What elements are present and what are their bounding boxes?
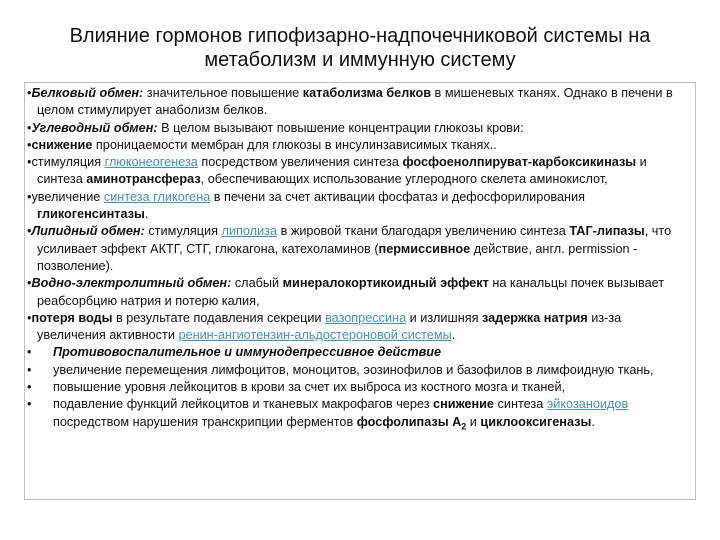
subscript: 2	[461, 421, 467, 432]
bold-term: аминотрансфераз	[86, 172, 201, 187]
text-span: , обеспечивающих использование углеродного скелета аминокислот,	[200, 172, 608, 187]
bullet-marker: •	[27, 137, 32, 152]
bullet-gluconeogenesis	[27, 154, 691, 189]
text-span: слабый	[231, 276, 283, 291]
text-span: и синтеза	[37, 155, 647, 187]
bullet-marker: •	[27, 155, 32, 170]
text-span: посредством увеличения синтеза	[197, 155, 403, 170]
text-span: стимуляция	[31, 155, 105, 170]
bold-term: фосфолипазы А	[356, 414, 462, 429]
text-span: увеличение перемещения лимфоцитов, моноцитов, эозинофилов и базофилов в лимфоидную ткань,	[53, 362, 654, 377]
bold-term: фосфоенолпируват-карбоксикиназы	[402, 155, 637, 170]
text-span: и излишняя	[406, 310, 482, 325]
bullet-leukocyte-level	[27, 379, 691, 396]
text-span: значительное повышение	[143, 86, 303, 100]
bullet-marker: •	[27, 310, 32, 325]
text-span: и	[466, 414, 481, 429]
link-eicosanoids[interactable]: эйкозаноидов	[546, 397, 629, 412]
text-span: проницаемости мембран для глюкозы в инсулинзависимых тканях..	[92, 137, 497, 152]
bold-term: пермиссивное	[378, 241, 471, 256]
link-lipolysis[interactable]: липолиза	[221, 224, 278, 239]
bullet-protein-metabolism	[27, 85, 691, 120]
bullet-marker: •	[27, 224, 32, 239]
text-span: стимуляция	[144, 224, 222, 239]
link-vasopressin[interactable]: вазопрессина	[325, 310, 407, 325]
bullet-permeability	[27, 137, 691, 154]
bullet-lymphocyte-migration	[27, 362, 691, 379]
text-span: увеличение	[31, 189, 104, 204]
text-span: из-за увеличения активности	[37, 310, 622, 343]
title-line-2: метаболизм и иммунную систему	[204, 49, 516, 71]
text-span: на канальцы почек вызывает реабсорбцию натрия и потерю калия,	[37, 276, 665, 308]
bullet-lead: Липидный обмен:	[31, 224, 145, 239]
bullet-marker: •	[27, 120, 32, 135]
text-span: действие, англ. permission - позволение).	[37, 241, 638, 273]
text-span: .	[144, 207, 149, 222]
text-span: повышение уровня лейкоцитов в крови за счет их выброса из костного мозга и тканей,	[53, 380, 566, 395]
bold-term: катаболизма белков	[302, 86, 432, 100]
link-glycogen-synthesis[interactable]: синтеза гликогена	[103, 189, 211, 204]
bullet-leukocyte-suppression	[27, 396, 691, 431]
bullet-lead: Водно-электролитный обмен:	[31, 276, 232, 291]
text-span: подавление функций лейкоцитов и тканевых макрофагов через	[53, 397, 434, 412]
content-body	[27, 85, 691, 431]
bold-term: Противовоспалительное и иммунодепрессивное действие	[53, 345, 442, 360]
page-title	[40, 24, 680, 72]
bullet-water-loss	[27, 310, 691, 345]
text-span: в результате подавления секреции	[112, 310, 326, 325]
bullet-anti-inflammatory	[27, 344, 691, 361]
bullet-marker: •	[27, 189, 32, 204]
bold-term: задержка натрия	[481, 310, 588, 325]
bold-term: снижение	[433, 397, 494, 412]
bold-term: потеря воды	[31, 310, 113, 325]
bullet-carb-metabolism	[27, 120, 691, 137]
title-line-1: Влияние гормонов гипофизарно-надпочечниковой системы на	[69, 25, 651, 47]
bullet-marker: •	[27, 380, 32, 395]
bullet-marker: •	[27, 397, 32, 412]
text-span: в печени за счет активации фосфатаз и дефосфорилирования	[210, 189, 585, 204]
text-span: посредством нарушения транскрипции ферментов	[53, 414, 357, 429]
bullet-marker: •	[27, 345, 32, 360]
bold-term: гликогенсинтазы	[37, 207, 145, 222]
bullet-water-electrolyte	[27, 275, 691, 310]
bullet-marker: •	[27, 276, 32, 291]
link-gluconeogenesis[interactable]: глюконеогенеза	[104, 155, 198, 170]
bold-term: ТАГ-липазы	[569, 224, 645, 239]
bold-term: снижение	[31, 137, 93, 152]
bullet-lead: Углеводный обмен:	[31, 120, 158, 135]
text-span: .	[591, 414, 595, 429]
bullet-glycogen-synthesis	[27, 189, 691, 224]
bullet-lipid-metabolism	[27, 223, 691, 275]
text-span: .	[451, 328, 456, 343]
text-span: в мишеневых тканях. Однако в печени в целом стимулирует анаболизм белков.	[37, 86, 673, 118]
text-span: В целом вызывают повышение концентрации глюкозы крови:	[157, 120, 524, 135]
link-raas[interactable]: ренин-ангиотензин-альдостероновой системы	[178, 328, 452, 343]
bullet-lead: Белковый обмен:	[31, 86, 144, 100]
text-span: синтеза	[493, 397, 547, 412]
bullet-marker: •	[27, 362, 32, 377]
bullet-marker: •	[27, 86, 32, 100]
bold-term: циклооксигеназы	[480, 414, 592, 429]
text-span: в жировой ткани благодаря увеличению синтеза	[277, 224, 570, 239]
bold-term: минералокортикоидный эффект	[282, 276, 489, 291]
text-span: , что усиливает эффект АКТГ, СТГ, глюкагона, катехоламинов (	[37, 224, 672, 256]
